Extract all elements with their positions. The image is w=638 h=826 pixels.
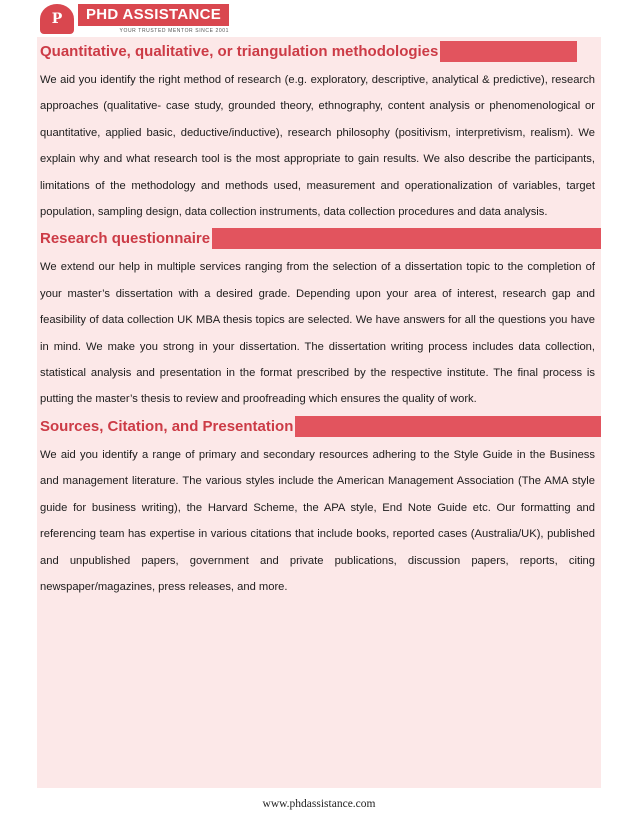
section-title: Sources, Citation, and Presentation [40, 417, 294, 435]
section-research-questionnaire [40, 227, 601, 412]
logo-emblem: P [40, 4, 74, 34]
section-sources-citation [40, 415, 601, 600]
section-body: We aid you identify a range of primary and secondary resources adhering to the Style Guide in the Business and management literature. The various styles include the American Management Association (The AMA style guide for business writing), the Harvard Scheme, the APA style, End Note Guide etc. Our formatting and referencing team has expertise in various citations that include books, reported cases (Australia/UK), published and unpublished papers, government and private publications, discussion papers, reports, citing newspaper/magazines, press releases, and more. [40, 448, 595, 593]
heading-accent-bar [212, 228, 601, 249]
heading-accent-bar [440, 41, 577, 62]
section-title: Quantitative, qualitative, or triangulation methodologies [40, 43, 439, 60]
brand-name: PHD ASSISTANCE [78, 4, 229, 26]
section-heading-row [40, 40, 601, 63]
section-body: We extend our help in multiple services ranging from the selection of a dissertation topic to the completion of your master’s dissertation with a desired grade. Depending upon your area of interest, research gap and feasibility of data collection UK MBA thesis topics are selected. We have answers for all the questions you have in mind. We make you strong in your dissertation. The dissertation writing process includes data collection, statistical analysis and presentation in the format prescribed by the respective institute. The final process is putting the master’s thesis to review and proofreading which ensures the quality of work. [40, 261, 595, 406]
heading-accent-bar [295, 416, 601, 437]
section-title: Research questionnaire [40, 230, 211, 248]
logo-text [78, 4, 229, 34]
brand-logo [40, 4, 229, 36]
section-body: We aid you identify the right method of research (e.g. exploratory, descriptive, analytical & predictive), research approaches (qualitative- case study, grounded theory, ethnography, content analysis or phenomenological or quantitative, applied basic, deductive/inductive), research philosophy (positivism, interpretivism, realism). We explain why and what research tool is the most appropriate to gain results. We also describe the participants, limitations of the methodology and methods used, measurement and operationalization of variables, target population, sampling design, data collection instruments, data collection procedures and data analysis. [40, 74, 595, 219]
section-heading-row [40, 415, 601, 438]
brand-tagline: YOUR TRUSTED MENTOR SINCE 2001 [119, 28, 230, 34]
content-panel [37, 37, 601, 788]
section-heading-row [40, 227, 601, 250]
footer-url[interactable]: www.phdassistance.com [262, 798, 376, 810]
section-methodologies [40, 40, 601, 225]
